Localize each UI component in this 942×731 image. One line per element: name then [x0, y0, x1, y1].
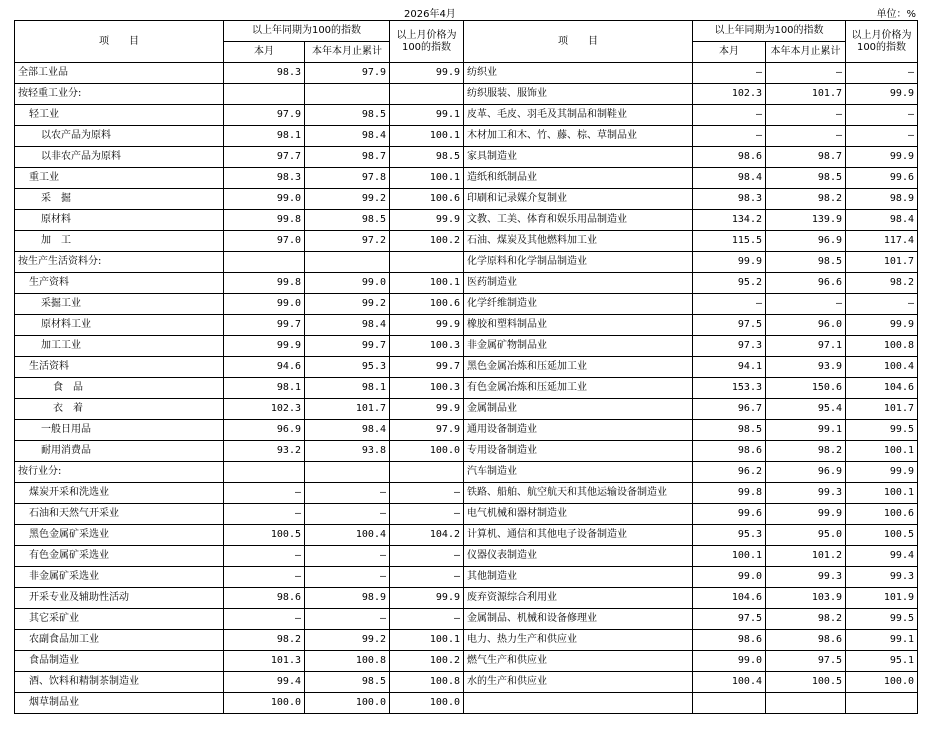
right-month-value: 98.6 [693, 441, 766, 462]
left-item-name: 食品制造业 [15, 651, 224, 672]
right-item-name: 仪器仪表制造业 [464, 546, 693, 567]
left-item-name: 其它采矿业 [15, 609, 224, 630]
left-month-value [224, 252, 305, 273]
table-row [15, 483, 918, 504]
report-date: 2026年4月 [404, 9, 456, 20]
table-row [15, 525, 918, 546]
right-cumulative-value: 98.6 [766, 630, 846, 651]
left-cumulative-value: 97.2 [305, 231, 390, 252]
left-cumulative-value: — [305, 567, 390, 588]
left-month-value: 97.9 [224, 105, 305, 126]
unit-label: 单位：% [876, 9, 916, 20]
table-row [15, 378, 918, 399]
left-month-value: 98.3 [224, 168, 305, 189]
left-cumulative-value: 98.5 [305, 672, 390, 693]
left-cumulative-value: 100.0 [305, 693, 390, 714]
left-month-value: 97.7 [224, 147, 305, 168]
left-month-value: 99.0 [224, 189, 305, 210]
right-item-name: 计算机、通信和其他电子设备制造业 [464, 525, 693, 546]
right-item-name: 纺织服装、服饰业 [464, 84, 693, 105]
table-row [15, 672, 918, 693]
right-month-value: 96.7 [693, 399, 766, 420]
left-mom-value: — [390, 546, 464, 567]
right-cumulative-value: 98.2 [766, 189, 846, 210]
left-mom-value: 99.1 [390, 105, 464, 126]
right-mom-value: 99.1 [846, 630, 918, 651]
right-cumulative-value: 100.5 [766, 672, 846, 693]
table-row [15, 609, 918, 630]
left-cumulative-value: 98.4 [305, 315, 390, 336]
left-item-name: 采掘工业 [15, 294, 224, 315]
left-cumulative-value: 98.4 [305, 420, 390, 441]
right-mom-value: 101.7 [846, 399, 918, 420]
left-item-name: 烟草制品业 [15, 693, 224, 714]
left-item-name: 以农产品为原料 [15, 126, 224, 147]
left-month-value: 99.0 [224, 294, 305, 315]
right-item-name: 金属制品、机械和设备修理业 [464, 609, 693, 630]
right-cumulative-value: 93.9 [766, 357, 846, 378]
right-cumulative-value: 95.4 [766, 399, 846, 420]
right-mom-value: 99.9 [846, 147, 918, 168]
left-cumulative-value: 101.7 [305, 399, 390, 420]
mom-header-right: 以上月价格为100的指数 [846, 21, 918, 63]
right-month-value [693, 693, 766, 714]
right-cumulative-value: 101.2 [766, 546, 846, 567]
right-cumulative-value: 96.6 [766, 273, 846, 294]
right-month-value: 98.4 [693, 168, 766, 189]
left-item-name: 轻工业 [15, 105, 224, 126]
table-row [15, 336, 918, 357]
right-item-name: 化学纤维制造业 [464, 294, 693, 315]
right-item-name: 家具制造业 [464, 147, 693, 168]
left-month-value [224, 462, 305, 483]
right-month-value: 97.3 [693, 336, 766, 357]
left-cumulative-value: 100.8 [305, 651, 390, 672]
right-cumulative-value: — [766, 294, 846, 315]
table-row [15, 441, 918, 462]
right-mom-value: 100.1 [846, 441, 918, 462]
left-cumulative-value: 98.5 [305, 210, 390, 231]
right-mom-value: 99.6 [846, 168, 918, 189]
left-cumulative-value: 98.9 [305, 588, 390, 609]
right-item-name: 水的生产和供应业 [464, 672, 693, 693]
right-mom-value: — [846, 105, 918, 126]
right-item-name: 电气机械和器材制造业 [464, 504, 693, 525]
right-item-name: 燃气生产和供应业 [464, 651, 693, 672]
right-item-name: 橡胶和塑料制品业 [464, 315, 693, 336]
price-index-table [14, 20, 918, 714]
right-cumulative-value: 99.3 [766, 567, 846, 588]
right-mom-value: 100.0 [846, 672, 918, 693]
cumulative-header-right: 本年本月止累计 [766, 42, 846, 63]
table-row [15, 210, 918, 231]
right-item-name: 汽车制造业 [464, 462, 693, 483]
right-cumulative-value: — [766, 105, 846, 126]
right-month-value: 99.6 [693, 504, 766, 525]
right-item-name: 其他制造业 [464, 567, 693, 588]
right-mom-value: — [846, 126, 918, 147]
right-item-name: 专用设备制造业 [464, 441, 693, 462]
left-mom-value [390, 84, 464, 105]
right-cumulative-value: 99.3 [766, 483, 846, 504]
table-body [15, 63, 918, 714]
right-cumulative-value: 98.5 [766, 252, 846, 273]
right-cumulative-value: — [766, 126, 846, 147]
left-item-name: 石油和天然气开采业 [15, 504, 224, 525]
table-row [15, 588, 918, 609]
right-month-value: 115.5 [693, 231, 766, 252]
left-month-value: — [224, 483, 305, 504]
right-cumulative-value: — [766, 63, 846, 84]
right-cumulative-value: 98.2 [766, 441, 846, 462]
cumulative-header-left: 本年本月止累计 [305, 42, 390, 63]
table-row [15, 294, 918, 315]
right-month-value: 98.5 [693, 420, 766, 441]
right-item-name: 石油、煤炭及其他燃料加工业 [464, 231, 693, 252]
left-month-value: 99.8 [224, 210, 305, 231]
left-item-name: 重工业 [15, 168, 224, 189]
left-item-name: 加 工 [15, 231, 224, 252]
right-month-value: 153.3 [693, 378, 766, 399]
left-item-name: 一般日用品 [15, 420, 224, 441]
left-item-name: 酒、饮料和精制茶制造业 [15, 672, 224, 693]
yoy-group-header-right: 以上年同期为100的指数 [693, 21, 846, 42]
right-month-value: — [693, 294, 766, 315]
right-mom-value: 98.9 [846, 189, 918, 210]
table-row [15, 651, 918, 672]
left-item-name: 非金属矿采选业 [15, 567, 224, 588]
left-month-value: 98.3 [224, 63, 305, 84]
right-mom-value: 99.9 [846, 84, 918, 105]
right-item-name: 皮革、毛皮、羽毛及其制品和制鞋业 [464, 105, 693, 126]
left-mom-value: 98.5 [390, 147, 464, 168]
left-cumulative-value: 98.7 [305, 147, 390, 168]
left-month-value: 97.0 [224, 231, 305, 252]
left-mom-value: 100.3 [390, 336, 464, 357]
left-month-value: 93.2 [224, 441, 305, 462]
right-item-name: 电力、热力生产和供应业 [464, 630, 693, 651]
right-cumulative-value: 139.9 [766, 210, 846, 231]
left-cumulative-value: 98.5 [305, 105, 390, 126]
left-item-name: 生产资料 [15, 273, 224, 294]
left-item-name: 耐用消费品 [15, 441, 224, 462]
right-cumulative-value: 98.7 [766, 147, 846, 168]
left-mom-value: 99.9 [390, 315, 464, 336]
month-header-right: 本月 [693, 42, 766, 63]
left-mom-value [390, 462, 464, 483]
item-header-right: 项 目 [464, 21, 693, 63]
left-mom-value: 100.1 [390, 126, 464, 147]
table-row [15, 462, 918, 483]
right-month-value: 97.5 [693, 315, 766, 336]
right-cumulative-value: 98.2 [766, 609, 846, 630]
month-header-left: 本月 [224, 42, 305, 63]
left-cumulative-value: 93.8 [305, 441, 390, 462]
right-month-value: 98.6 [693, 147, 766, 168]
right-month-value: 102.3 [693, 84, 766, 105]
table-row [15, 84, 918, 105]
right-mom-value: 100.6 [846, 504, 918, 525]
left-month-value: 101.3 [224, 651, 305, 672]
left-mom-value: 99.9 [390, 588, 464, 609]
left-month-value: 94.6 [224, 357, 305, 378]
left-item-name: 按轻重工业分: [15, 84, 224, 105]
left-cumulative-value: 97.9 [305, 63, 390, 84]
left-mom-value: 100.6 [390, 294, 464, 315]
right-cumulative-value: 150.6 [766, 378, 846, 399]
left-month-value: — [224, 567, 305, 588]
left-month-value: 100.0 [224, 693, 305, 714]
left-item-name: 有色金属矿采选业 [15, 546, 224, 567]
left-mom-value: 100.8 [390, 672, 464, 693]
right-month-value: — [693, 105, 766, 126]
table-row [15, 252, 918, 273]
left-mom-value: — [390, 567, 464, 588]
left-mom-value: 99.9 [390, 399, 464, 420]
left-mom-value: 100.0 [390, 693, 464, 714]
left-month-value: 98.1 [224, 378, 305, 399]
left-item-name: 加工工业 [15, 336, 224, 357]
right-item-name: 非金属矿物制品业 [464, 336, 693, 357]
left-mom-value: 99.9 [390, 210, 464, 231]
right-month-value: 95.3 [693, 525, 766, 546]
left-month-value [224, 84, 305, 105]
right-mom-value: 101.9 [846, 588, 918, 609]
item-header-left: 项 目 [15, 21, 224, 63]
report-header [0, 4, 942, 18]
right-month-value: 95.2 [693, 273, 766, 294]
right-cumulative-value: 103.9 [766, 588, 846, 609]
right-cumulative-value: 96.0 [766, 315, 846, 336]
right-mom-value: 101.7 [846, 252, 918, 273]
left-mom-value: — [390, 483, 464, 504]
table-row [15, 420, 918, 441]
table-row [15, 399, 918, 420]
right-mom-value: 98.4 [846, 210, 918, 231]
right-cumulative-value: 96.9 [766, 462, 846, 483]
left-item-name: 生活资料 [15, 357, 224, 378]
left-item-name: 全部工业品 [15, 63, 224, 84]
left-cumulative-value: 98.1 [305, 378, 390, 399]
left-cumulative-value: — [305, 609, 390, 630]
right-item-name: 有色金属冶炼和压延加工业 [464, 378, 693, 399]
right-month-value: 99.0 [693, 567, 766, 588]
left-mom-value: 104.2 [390, 525, 464, 546]
left-cumulative-value: 98.4 [305, 126, 390, 147]
table-row [15, 231, 918, 252]
right-cumulative-value: 99.9 [766, 504, 846, 525]
left-mom-value: 100.0 [390, 441, 464, 462]
right-mom-value: 104.6 [846, 378, 918, 399]
left-cumulative-value [305, 84, 390, 105]
left-mom-value: 100.1 [390, 168, 464, 189]
right-mom-value: 117.4 [846, 231, 918, 252]
right-item-name: 纺织业 [464, 63, 693, 84]
left-item-name: 以非农产品为原料 [15, 147, 224, 168]
right-month-value: — [693, 63, 766, 84]
left-item-name: 开采专业及辅助性活动 [15, 588, 224, 609]
left-item-name: 衣 着 [15, 399, 224, 420]
left-month-value: 98.6 [224, 588, 305, 609]
left-month-value: 99.9 [224, 336, 305, 357]
table-row [15, 546, 918, 567]
left-mom-value: 100.3 [390, 378, 464, 399]
left-month-value: 102.3 [224, 399, 305, 420]
right-month-value: 94.1 [693, 357, 766, 378]
table-row [15, 567, 918, 588]
left-mom-value [390, 252, 464, 273]
table-row [15, 147, 918, 168]
right-cumulative-value: 97.1 [766, 336, 846, 357]
table-row [15, 273, 918, 294]
left-item-name: 按生产生活资料分: [15, 252, 224, 273]
left-mom-value: 100.2 [390, 231, 464, 252]
right-item-name: 印刷和记录媒介复制业 [464, 189, 693, 210]
left-mom-value: — [390, 609, 464, 630]
left-item-name: 原材料工业 [15, 315, 224, 336]
right-item-name: 医药制造业 [464, 273, 693, 294]
right-cumulative-value: 97.5 [766, 651, 846, 672]
left-month-value: 98.2 [224, 630, 305, 651]
right-mom-value: 99.5 [846, 420, 918, 441]
left-item-name: 黑色金属矿采选业 [15, 525, 224, 546]
right-item-name: 化学原料和化学制品制造业 [464, 252, 693, 273]
right-cumulative-value: 101.7 [766, 84, 846, 105]
right-mom-value: 100.8 [846, 336, 918, 357]
right-month-value: 96.2 [693, 462, 766, 483]
right-month-value: — [693, 126, 766, 147]
right-mom-value [846, 693, 918, 714]
right-mom-value: 99.9 [846, 462, 918, 483]
table-row [15, 315, 918, 336]
left-item-name: 采 掘 [15, 189, 224, 210]
left-item-name: 原材料 [15, 210, 224, 231]
right-item-name: 废弃资源综合利用业 [464, 588, 693, 609]
right-mom-value: 99.3 [846, 567, 918, 588]
right-cumulative-value: 99.1 [766, 420, 846, 441]
yoy-group-header-left: 以上年同期为100的指数 [224, 21, 390, 42]
right-mom-value: 100.1 [846, 483, 918, 504]
left-month-value: 99.7 [224, 315, 305, 336]
left-cumulative-value: 99.2 [305, 189, 390, 210]
right-month-value: 99.9 [693, 252, 766, 273]
right-item-name: 通用设备制造业 [464, 420, 693, 441]
left-month-value: 99.4 [224, 672, 305, 693]
left-item-name: 食 品 [15, 378, 224, 399]
right-mom-value: 99.4 [846, 546, 918, 567]
left-month-value: — [224, 504, 305, 525]
right-item-name: 黑色金属冶炼和压延加工业 [464, 357, 693, 378]
left-month-value: — [224, 546, 305, 567]
table-row [15, 105, 918, 126]
right-item-name: 文教、工美、体育和娱乐用品制造业 [464, 210, 693, 231]
right-mom-value: 99.5 [846, 609, 918, 630]
right-month-value: 99.8 [693, 483, 766, 504]
right-month-value: 98.6 [693, 630, 766, 651]
right-item-name: 铁路、船舶、航空航天和其他运输设备制造业 [464, 483, 693, 504]
right-month-value: 97.5 [693, 609, 766, 630]
left-month-value: 99.8 [224, 273, 305, 294]
mom-header-left: 以上月价格为100的指数 [390, 21, 464, 63]
left-mom-value: — [390, 504, 464, 525]
right-month-value: 100.1 [693, 546, 766, 567]
left-item-name: 煤炭开采和洗选业 [15, 483, 224, 504]
left-mom-value: 100.6 [390, 189, 464, 210]
left-cumulative-value: 100.4 [305, 525, 390, 546]
left-month-value: 98.1 [224, 126, 305, 147]
right-month-value: 100.4 [693, 672, 766, 693]
right-cumulative-value [766, 693, 846, 714]
table-row [15, 189, 918, 210]
table-row [15, 357, 918, 378]
right-mom-value: — [846, 294, 918, 315]
left-mom-value: 100.1 [390, 630, 464, 651]
left-cumulative-value: — [305, 546, 390, 567]
right-month-value: 98.3 [693, 189, 766, 210]
table-row [15, 126, 918, 147]
left-month-value: 100.5 [224, 525, 305, 546]
right-cumulative-value: 95.0 [766, 525, 846, 546]
left-cumulative-value: 99.7 [305, 336, 390, 357]
left-month-value: — [224, 609, 305, 630]
right-mom-value: 99.9 [846, 315, 918, 336]
left-cumulative-value: — [305, 483, 390, 504]
right-cumulative-value: 96.9 [766, 231, 846, 252]
table-row [15, 630, 918, 651]
right-mom-value: — [846, 63, 918, 84]
right-mom-value: 98.2 [846, 273, 918, 294]
left-mom-value: 99.7 [390, 357, 464, 378]
left-item-name: 农副食品加工业 [15, 630, 224, 651]
left-mom-value: 99.9 [390, 63, 464, 84]
right-month-value: 99.0 [693, 651, 766, 672]
table-row [15, 168, 918, 189]
right-month-value: 104.6 [693, 588, 766, 609]
left-cumulative-value: 99.2 [305, 294, 390, 315]
right-mom-value: 100.5 [846, 525, 918, 546]
left-mom-value: 100.1 [390, 273, 464, 294]
left-cumulative-value: 99.0 [305, 273, 390, 294]
table-row [15, 693, 918, 714]
right-cumulative-value: 98.5 [766, 168, 846, 189]
left-cumulative-value: 99.2 [305, 630, 390, 651]
left-mom-value: 100.2 [390, 651, 464, 672]
left-cumulative-value: 97.8 [305, 168, 390, 189]
left-month-value: 96.9 [224, 420, 305, 441]
right-mom-value: 100.4 [846, 357, 918, 378]
right-mom-value: 95.1 [846, 651, 918, 672]
table-row [15, 63, 918, 84]
right-item-name [464, 693, 693, 714]
right-item-name: 金属制品业 [464, 399, 693, 420]
table-row [15, 504, 918, 525]
left-mom-value: 97.9 [390, 420, 464, 441]
right-item-name: 造纸和纸制品业 [464, 168, 693, 189]
right-item-name: 木材加工和木、竹、藤、棕、草制品业 [464, 126, 693, 147]
left-item-name: 按行业分: [15, 462, 224, 483]
right-month-value: 134.2 [693, 210, 766, 231]
left-cumulative-value [305, 252, 390, 273]
left-cumulative-value [305, 462, 390, 483]
left-cumulative-value: — [305, 504, 390, 525]
left-cumulative-value: 95.3 [305, 357, 390, 378]
